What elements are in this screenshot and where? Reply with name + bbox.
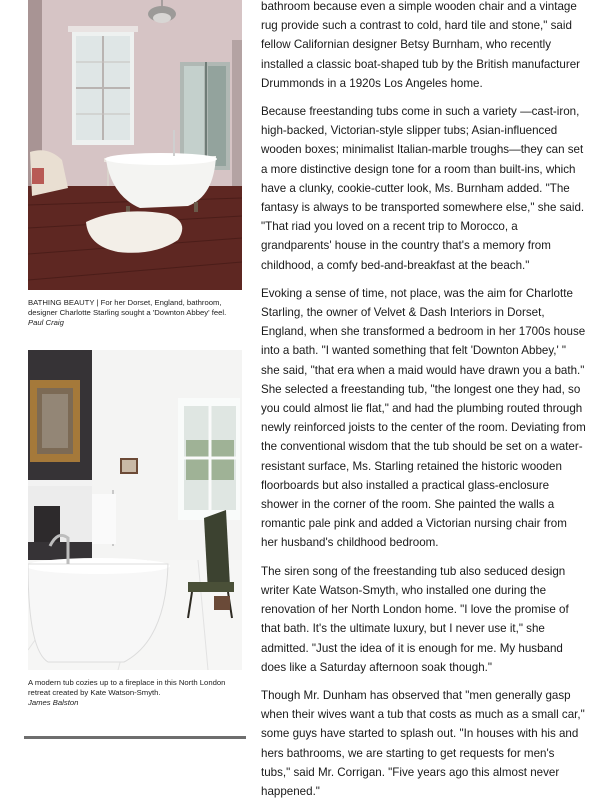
- caption-text: A modern tub cozies up to a fireplace in this North London retreat created by Kate Watson-Smyth.: [28, 678, 226, 697]
- photo-caption-london: [28, 678, 242, 708]
- photo-credit: Paul Craig: [28, 318, 64, 327]
- left-column: [28, 0, 242, 708]
- photo-dorset-bathroom: [28, 0, 242, 290]
- photo-caption-dorset: [28, 298, 242, 350]
- article-paragraph: Because freestanding tubs come in such a variety —cast-iron, high-backed, Victorian-style slipper tubs; Asian-influenced wooden boxes; minimalist Italian-marble troughs—they can set a more distinctive design tone for a room than built-ins, which have a clunky, cookie-cutter look, Ms. Burnham added. "The fantasy is always to be transported somewhere else," she said. "That riad you loved on a recent trip to Morocco, a grandparents' house in the country that's a memory from childhood, a comfy bed-and-breakfast at the beach.": [261, 105, 585, 272]
- photo-london-bathroom: [28, 350, 242, 670]
- article-paragraph: bathroom because even a simple wooden chair and a vintage rug provide such a contrast to cold, hard tile and stone," said fellow Californian designer Betsy Burnham, who recently installed a classic boat-shaped tub by the British manufacturer Drummonds in a 1920s Los Angeles home.: [261, 0, 580, 90]
- caption-text: BATHING BEAUTY | For her Dorset, England, bathroom, designer Charlotte Starling sought a 'Downton Abbey' feel.: [28, 298, 227, 317]
- article-paragraph: The siren song of the freestanding tub also seduced design writer Kate Watson-Smyth, who installed one during the renovation of her North London home. "I love the promise of that bath. It's the ultimate luxury, but I never use it," she admitted. "Just the idea of it is enough for me. My husband does like a Saturday afternoon soak though.": [261, 564, 569, 674]
- article-body: [261, 0, 586, 810]
- dorset-bathroom-image: [28, 0, 242, 290]
- london-bathroom-image: [28, 350, 242, 670]
- photo-credit: James Balston: [28, 698, 79, 707]
- section-divider: [24, 736, 246, 739]
- article-paragraph: Evoking a sense of time, not place, was the aim for Charlotte Starling, the owner of Velvet & Dash Interiors in Dorset, England, when she transformed a bedroom in her 1700s house into a bath. "I wanted something that felt 'Downton Abbey,' " she said, "that era when a maid would have drawn you a bath." She selected a freestanding tub, "the longest one they had, so you could almost lie flat," and had the plumbing routed through newly reinforced joists to the center of the room. Deviating from the conventional wisdom that the tub should be set on a water-resistant surface, Ms. Starling retained the historic wooden floorboards but also installed a practical glass-enclosure shower in the corner of the room. She painted the walls a romantic pale pink and added a Victorian nursing chair from her husband's childhood bedroom.: [261, 286, 586, 550]
- article-paragraph: Though Mr. Dunham has observed that "men generally gasp when their wives want a tub that costs as much as a small car," some guys have started to splash out. "In houses with his and hers bathrooms, we are starting to get requests for men's tubs," said Mr. Corrigan. "Five years ago this almost never happened.": [261, 688, 585, 798]
